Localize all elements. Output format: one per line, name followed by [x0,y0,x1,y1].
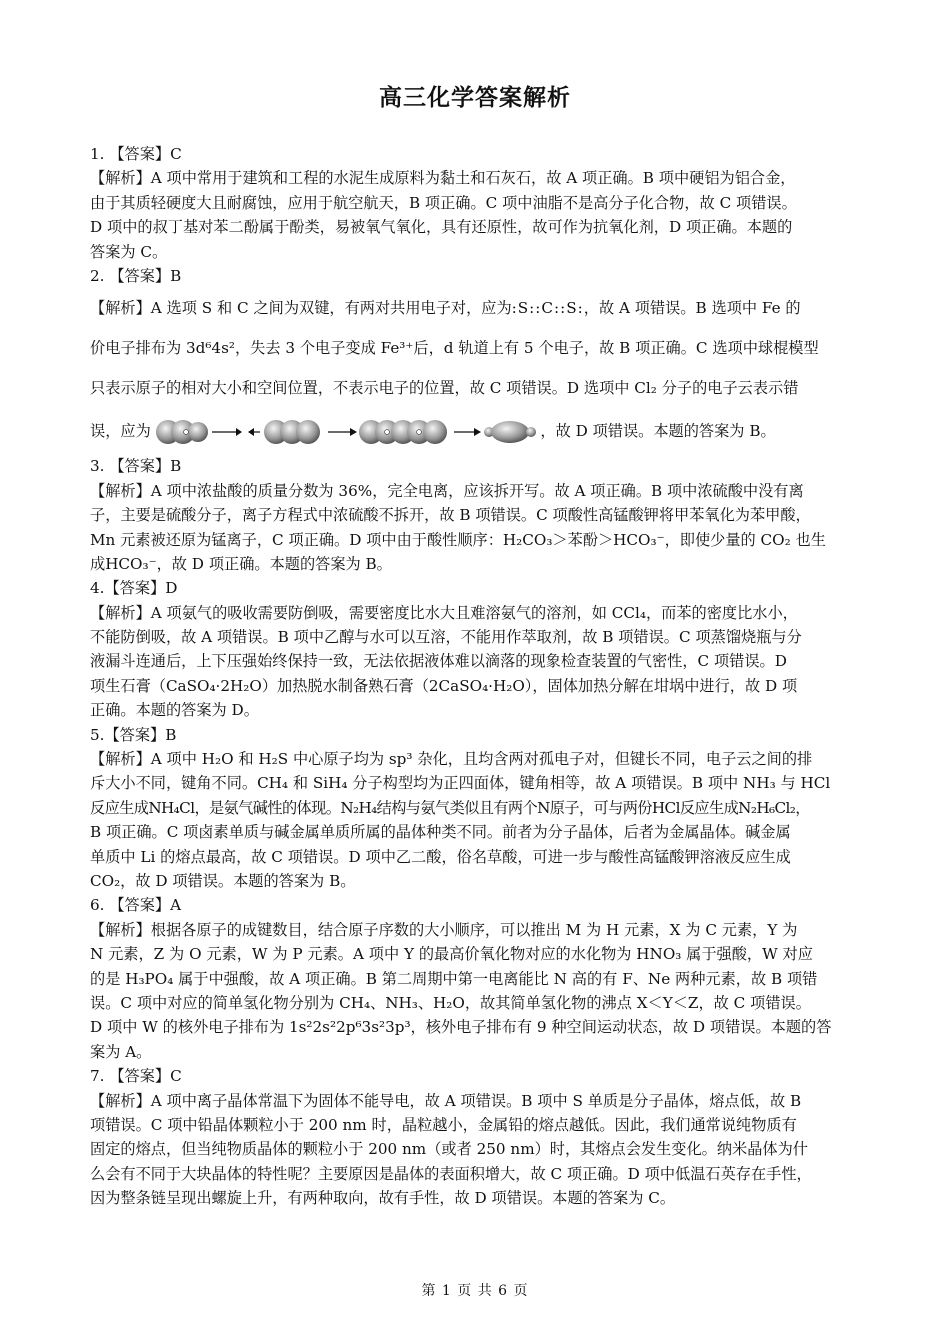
explanation-line: 【解析】A 项中常用于建筑和工程的水泥生成原料为黏土和石灰石，故 A 项正确。B 项中硬铝为铝合金， [90,169,796,188]
answer-line: 7. 【答案】C [90,1067,182,1086]
answer-line: 4.【答案】D [90,579,178,598]
explanation-line [90,288,862,328]
explanation-line: 项错误。C 项中铅晶体颗粒小于 200 nm 时，晶粒越小，金属铅的熔点越低。因此，我们通常说纯物质有 [90,1115,797,1134]
answer-line: 6. 【答案】A [90,896,182,915]
answer-line: 3. 【答案】B [90,457,182,476]
explanation-line: 只表示原子的相对大小和空间位置，不表示电子的位置，故 C 项错误。D 选项中 Cl₂ 分子的电子云表示错 [90,379,799,398]
explanation-line: D 项中 W 的核外电子排布为 1s²2s²2p⁶3s²3p³，核外电子排布有 9 种空间运动状态，故 D 项错误。本题的答 [90,1018,832,1037]
explanation-line: 答案为 C。 [90,242,168,261]
explanation-line: 液漏斗连通后，上下压强始终保持一致，无法依据液体难以滴落的现象检查装置的气密性，C 项错误。D [90,652,787,671]
explanation-line: 单质中 Li 的熔点最高，故 C 项错误。D 项中乙二酸，俗名草酸，可进一步与酸性高锰酸钾溶液反应生成 [90,847,791,866]
question-1 [90,142,862,264]
page-number-footer: 第 1 页 共 6 页 [421,1283,529,1299]
cl2-electron-cloud-diagram [156,415,536,449]
explanation-line: CO₂，故 D 项错误。本题的答案为 B。 [90,871,356,890]
explanation-line: 案为 A。 [90,1042,152,1061]
explanation-line: B 项正确。C 项卤素单质与碱金属单质所属的晶体种类不同。前者为分子晶体，后者为金属晶体。碱金属 [90,823,791,842]
explanation-text: ，故 A 项错误。B 选项中 Fe 的 [583,299,801,318]
explanation-line: N 元素，Z 为 O 元素，W 为 P 元素。A 项中 Y 的最高价氧化物对应的水化物为 HNO₃ 属于强酸，W 对应 [90,945,813,964]
explanation-line: 【解析】根据各原子的成键数目，结合原子序数的大小顺序，可以推出 M 为 H 元素，X 为 C 元素，Y 为 [90,920,798,939]
explanation-text: 【解析】A 选项 S 和 C 之间为双键，有两对共用电子对，应为 [90,299,512,318]
answer-line: 1. 【答案】C [90,145,182,163]
explanation-line: 固定的熔点，但当纯物质晶体的颗粒小于 200 nm（或者 250 nm）时，其熔点会发生变化。纳米晶体为什 [90,1140,808,1159]
explanation-line: 误。C 项中对应的简单氢化物分别为 CH₄、NH₃、H₂O，故其简单氢化物的沸点 X＜Y＜Z，故 C 项错误。 [90,993,811,1012]
explanation-text: 误，应为 [90,422,151,441]
explanation-line: 因为整条链呈现出螺旋上升，有两种取向，故有手性，故 D 项错误。本题的答案为 C。 [90,1189,676,1208]
answer-line: 2. 【答案】B [90,266,182,285]
explanation-line [90,408,862,454]
cs2-electron-formula: :S::C::S: [511,299,584,318]
page-title: 高三化学答案解析 [379,85,571,111]
explanation-line: 正确。本题的答案为 D。 [90,701,259,720]
explanation-line: 不能防倒吸，故 A 项错误。B 项中乙醇与水可以互溶，不能用作萃取剂，故 B 项错误。C 项蒸馏烧瓶与分 [90,628,802,647]
explanation-line: 斥大小不同，键角不同。CH₄ 和 SiH₄ 分子构型均为正四面体，键角相等，故 A 项错误。B 项中 NH₃ 与 HCl [90,774,831,793]
question-3 [90,454,862,576]
explanation-line: 子，主要是硫酸分子，离子方程式中浓硫酸不拆开，故 B 项错误。C 项酸性高锰酸钾将甲苯氧化为苯甲酸， [90,506,811,525]
question-2 [90,264,862,454]
explanation-line: Mn 元素被还原为锰离子，C 项正确。D 项中由于酸性顺序：H₂CO₃＞苯酚＞HCO₃⁻，即使少量的 CO₂ 也生 [90,530,826,549]
explanation-text: ，故 D 项错误。本题的答案为 B。 [540,422,776,441]
explanation-line: 【解析】A 项中离子晶体常温下为固体不能导电，故 A 项错误。B 项中 S 单质是分子晶体，熔点低，故 B [90,1091,802,1110]
explanation-line: D 项中的叔丁基对苯二酚属于酚类，易被氧气氧化，具有还原性，故可作为抗氧化剂，D 项正确。本题的 [90,218,793,237]
question-7 [90,1064,862,1210]
question-5 [90,723,862,894]
question-4 [90,576,862,722]
explanation-line: 由于其质轻硬度大且耐腐蚀，应用于航空航天，B 项正确。C 项中油脂不是高分子化合物，故 C 项错误。 [90,193,797,212]
answer-line: 5.【答案】B [90,725,177,744]
explanation-line: 【解析】A 项氨气的吸收需要防倒吸，需要密度比水大且难溶氨气的溶剂，如 CCl₄，而苯的密度比水小， [90,603,798,622]
explanation-line: 反应生成NH₄Cl，是氨气碱性的体现。N₂H₄结构与氨气类似且有两个N原子，可与两份HCl反应生成N₂H₆Cl₂， [90,798,810,817]
explanation-line: 么会有不同于大块晶体的特性呢？主要原因是晶体的表面积增大，故 C 项正确。D 项中低温石英存在手性， [90,1164,812,1183]
question-6 [90,893,862,1064]
explanation-line: 【解析】A 项中浓盐酸的质量分数为 36%，完全电离，应该拆开写。故 A 项正确。B 项中浓硫酸中没有离 [90,481,804,500]
explanation-line: 成HCO₃⁻，故 D 项正确。本题的答案为 B。 [90,554,392,573]
explanation-line: 的是 H₃PO₄ 属于中强酸，故 A 项正确。B 第二周期中第一电离能比 N 高的有 F、Ne 两种元素，故 B 项错 [90,969,818,988]
answer-content [90,142,862,1210]
explanation-line: 项生石膏（CaSO₄·2H₂O）加热脱水制备熟石膏（2CaSO₄·H₂O），固体加热分解在坩埚中进行，故 D 项 [90,676,798,695]
explanation-line: 价电子排布为 3d⁶4s²，失去 3 个电子变成 Fe³⁺后，d 轨道上有 5 个电子，故 B 项正确。C 选项中球棍模型 [90,339,819,358]
explanation-line: 【解析】A 项中 H₂O 和 H₂S 中心原子均为 sp³ 杂化，且均含两对孤电子对，但键长不同，电子云之间的排 [90,750,813,769]
